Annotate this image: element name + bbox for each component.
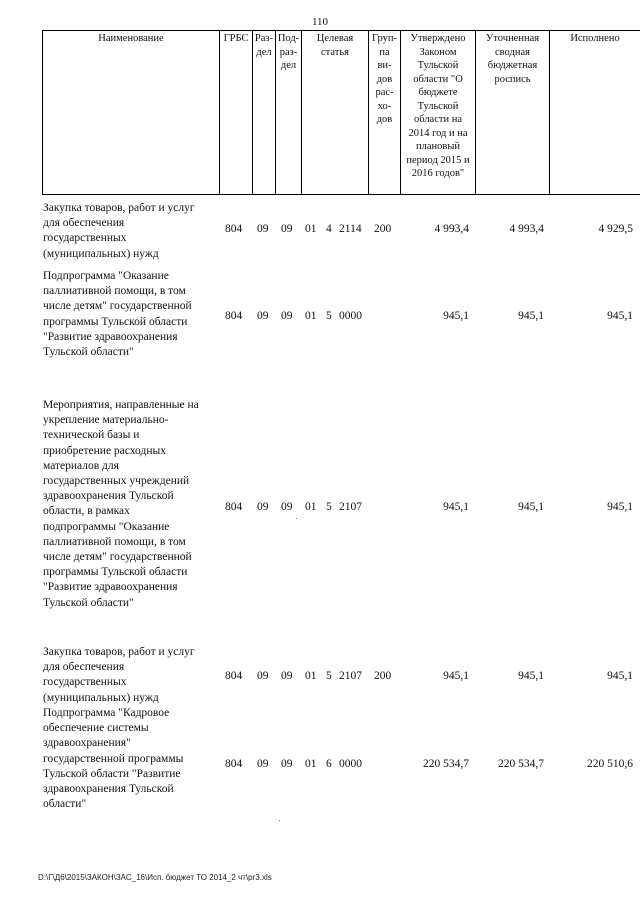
file-path-footer: D:\Г\Д6\2015\ЗАКОН\ЗАС_16\Исп. бюджет ТО 2014_2 чт\pr3.xls bbox=[38, 873, 272, 882]
header-bottom-border bbox=[42, 194, 640, 195]
scan-speck bbox=[279, 820, 280, 821]
header-podrazdel: Под- раз- дел bbox=[277, 33, 300, 71]
row-target-direction: 2107 bbox=[339, 670, 362, 682]
row-grbs: 804 bbox=[225, 310, 243, 322]
header-refined: Уточненная сводная бюджетная роспись bbox=[485, 33, 540, 85]
scan-speck bbox=[296, 518, 297, 519]
row-refined: 945,1 bbox=[518, 501, 544, 513]
row-podrazdel: 09 bbox=[281, 501, 293, 513]
row-razdel: 09 bbox=[257, 501, 269, 513]
row-target-direction: 2114 bbox=[339, 223, 362, 235]
row-target-program: 01 bbox=[305, 670, 317, 682]
header-grbs: ГРБС bbox=[223, 33, 249, 44]
header-name: Наименование bbox=[98, 33, 164, 44]
row-approved: 220 534,7 bbox=[423, 758, 469, 770]
row-target-subprogram: 5 bbox=[326, 670, 332, 682]
header-approved: Утверждено Законом Тульской области "О бюджете Тульской области на 2014 год и на плановый период 2015 и 2016 годов" bbox=[406, 33, 470, 179]
row-podrazdel: 09 bbox=[281, 223, 293, 235]
row-target-program: 01 bbox=[305, 758, 317, 770]
row-razdel: 09 bbox=[257, 223, 269, 235]
row-approved: 4 993,4 bbox=[434, 223, 469, 235]
row-target-subprogram: 5 bbox=[326, 501, 332, 513]
row-target-subprogram: 6 bbox=[326, 758, 332, 770]
row-approved: 945,1 bbox=[443, 670, 469, 682]
header-top-border bbox=[42, 30, 640, 31]
row-target-program: 01 bbox=[305, 310, 317, 322]
header-col-divider bbox=[549, 30, 550, 195]
row-name: Мероприятия, направленные на укрепление материально- технической базы и приобретение расходных материалов для государственных учреждений здравоохранения Тульской области, в рамках подпрограммы "Оказание паллиативной помощи, в том числе детям" государственной программы Тульской области "Развитие здравоохранения Тульской области" bbox=[43, 399, 199, 609]
row-name: Подпрограмма "Кадровое обеспечение системы здравоохранения" государственной программы Тульской области "Развитие здравоохранения Тульской области" bbox=[43, 707, 184, 811]
row-executed: 4 929,5 bbox=[598, 223, 633, 235]
row-name: Закупка товаров, работ и услуг для обеспечения государственных (муниципальных) нужд bbox=[43, 646, 195, 704]
row-razdel: 09 bbox=[257, 670, 269, 682]
row-target-subprogram: 4 bbox=[326, 223, 332, 235]
row-grbs: 804 bbox=[225, 758, 243, 770]
row-refined: 4 993,4 bbox=[509, 223, 544, 235]
row-name: Закупка товаров, работ и услуг для обеспечения государственных (муниципальных) нужд bbox=[43, 202, 195, 260]
row-podrazdel: 09 bbox=[281, 670, 293, 682]
row-target-program: 01 bbox=[305, 501, 317, 513]
header-expense-group: Груп- па ви- дов рас- хо- дов bbox=[372, 33, 397, 125]
row-target-direction: 0000 bbox=[339, 310, 362, 322]
row-name: Подпрограмма "Оказание паллиативной помощи, в том числе детям" государственной программы Тульской области "Развитие здравоохранения Тульской области" bbox=[43, 270, 192, 359]
row-executed: 945,1 bbox=[607, 310, 633, 322]
row-refined: 220 534,7 bbox=[498, 758, 544, 770]
row-podrazdel: 09 bbox=[281, 758, 293, 770]
page-number: 110 bbox=[311, 16, 329, 28]
row-approved: 945,1 bbox=[443, 310, 469, 322]
header-executed: Исполнено bbox=[570, 33, 620, 44]
header-col-divider bbox=[42, 30, 43, 195]
row-expense-group: 200 bbox=[374, 670, 392, 682]
row-refined: 945,1 bbox=[518, 670, 544, 682]
row-target-subprogram: 5 bbox=[326, 310, 332, 322]
row-executed: 945,1 bbox=[607, 670, 633, 682]
header-razdel: Раз- дел bbox=[254, 33, 274, 58]
row-approved: 945,1 bbox=[443, 501, 469, 513]
row-target-program: 01 bbox=[305, 223, 317, 235]
header-col-divider bbox=[219, 30, 220, 195]
row-grbs: 804 bbox=[225, 670, 243, 682]
row-executed: 220 510,6 bbox=[587, 758, 633, 770]
row-podrazdel: 09 bbox=[281, 310, 293, 322]
row-executed: 945,1 bbox=[607, 501, 633, 513]
header-target-article: Целевая статья bbox=[316, 33, 354, 58]
row-grbs: 804 bbox=[225, 501, 243, 513]
table-header bbox=[0, 0, 640, 200]
row-razdel: 09 bbox=[257, 758, 269, 770]
row-expense-group: 200 bbox=[374, 223, 392, 235]
row-target-direction: 0000 bbox=[339, 758, 362, 770]
row-grbs: 804 bbox=[225, 223, 243, 235]
row-refined: 945,1 bbox=[518, 310, 544, 322]
row-target-direction: 2107 bbox=[339, 501, 362, 513]
row-razdel: 09 bbox=[257, 310, 269, 322]
